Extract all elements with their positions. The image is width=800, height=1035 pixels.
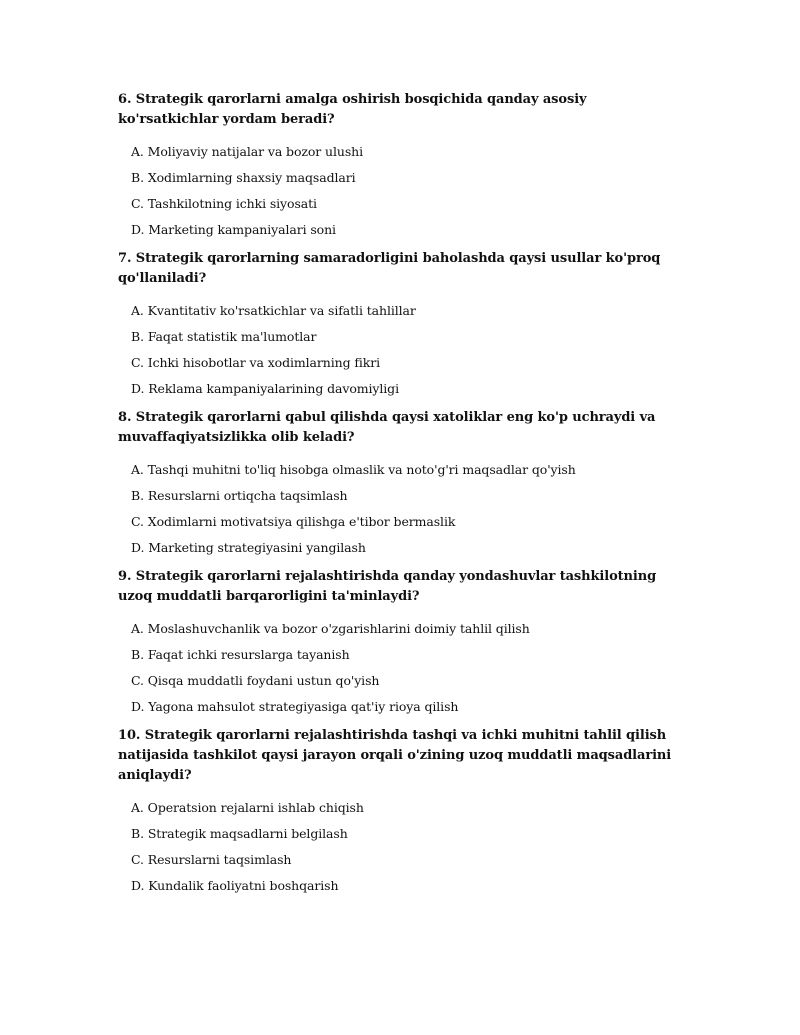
option-a: A. Moliyaviy natijalar va bozor ulushi <box>131 144 363 159</box>
option-c: C. Tashkilotning ichki siyosati <box>131 196 317 211</box>
option-b: B. Faqat ichki resurslarga tayanish <box>131 647 350 662</box>
answer-options <box>118 616 678 720</box>
question-8 <box>118 408 678 561</box>
question-10 <box>118 726 678 899</box>
question-title: 10. Strategik qarorlarni rejalashtirishda tashqi va ichki muhitni tahlil qilish natijasida tashkilot qaysi jarayon orqali o'zining uzoq muddatli maqsadlarini aniqlaydi? <box>118 728 672 783</box>
option-d: D. Yagona mahsulot strategiyasiga qat'iy rioya qilish <box>131 699 459 714</box>
option-c: C. Qisqa muddatli foydani ustun qo'yish <box>131 673 380 688</box>
option-a: A. Kvantitativ ko'rsatkichlar va sifatli tahlillar <box>131 303 416 318</box>
answer-options <box>118 795 678 899</box>
question-9 <box>118 567 678 720</box>
document-page <box>118 90 678 899</box>
option-b: B. Faqat statistik ma'lumotlar <box>131 329 317 344</box>
option-a: A. Tashqi muhitni to'liq hisobga olmaslik va noto'g'ri maqsadlar qo'yish <box>131 462 576 477</box>
option-d: D. Kundalik faoliyatni boshqarish <box>131 878 339 893</box>
answer-options <box>118 139 678 243</box>
answer-options <box>118 298 678 402</box>
option-a: A. Operatsion rejalarni ishlab chiqish <box>131 800 364 815</box>
option-b: B. Xodimlarning shaxsiy maqsadlari <box>131 170 356 185</box>
option-c: C. Resurslarni taqsimlash <box>131 852 292 867</box>
answer-options <box>118 457 678 561</box>
option-d: D. Marketing strategiyasini yangilash <box>131 540 366 555</box>
option-b: B. Resurslarni ortiqcha taqsimlash <box>131 488 348 503</box>
option-c: C. Xodimlarni motivatsiya qilishga e'tibor bermaslik <box>131 514 456 529</box>
question-6 <box>118 90 678 243</box>
question-7 <box>118 249 678 402</box>
option-c: C. Ichki hisobotlar va xodimlarning fikri <box>131 355 381 370</box>
option-b: B. Strategik maqsadlarni belgilash <box>131 826 348 841</box>
option-a: A. Moslashuvchanlik va bozor o'zgarishlarini doimiy tahlil qilish <box>131 621 530 636</box>
question-title: 9. Strategik qarorlarni rejalashtirishda qanday yondashuvlar tashkilotning uzoq muddatli barqarorligini ta'minlaydi? <box>118 569 657 604</box>
option-d: D. Marketing kampaniyalari soni <box>131 222 336 237</box>
question-title: 6. Strategik qarorlarni amalga oshirish bosqichida qanday asosiy ko'rsatkichlar yordam beradi? <box>118 92 587 127</box>
question-title: 7. Strategik qarorlarning samaradorligini baholashda qaysi usullar ko'proq qo'llaniladi? <box>118 251 661 286</box>
option-d: D. Reklama kampaniyalarining davomiyligi <box>131 381 399 396</box>
question-title: 8. Strategik qarorlarni qabul qilishda qaysi xatoliklar eng ko'p uchraydi va muvaffaqiyatsizlikka olib keladi? <box>118 410 656 445</box>
